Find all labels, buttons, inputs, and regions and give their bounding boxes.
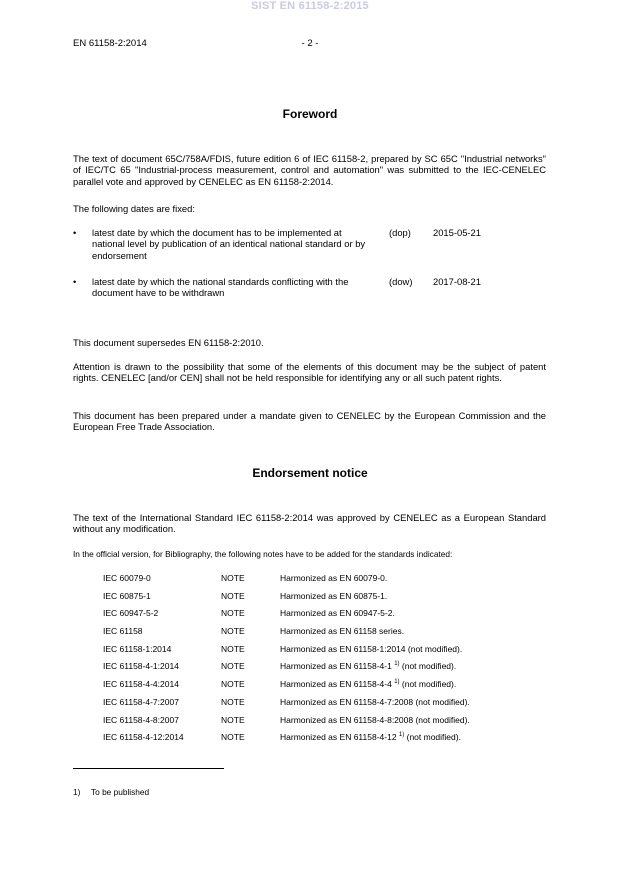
note-row	[103, 608, 523, 626]
note-row	[103, 573, 523, 591]
note-standard: IEC 61158-4-4:2014	[103, 679, 179, 690]
notes-intro: In the official version, for Bibliography, the following notes have to be added for the standards indicated:	[73, 549, 453, 559]
note-label: NOTE	[221, 573, 245, 583]
footnote-number: 1)	[73, 787, 81, 797]
note-standard: IEC 61158-1:2014	[103, 643, 172, 654]
date-item-text: latest date by which the national standards conflicting with the document have to be withdrawn	[92, 276, 349, 299]
date-item-date: 2017-08-21	[433, 276, 481, 287]
note-standard: IEC 61158-4-12:2014	[103, 732, 184, 743]
note-standard: IEC 61158-4-8:2007	[103, 714, 179, 725]
note-text: Harmonized as EN 61158-4-12 $^{1)}$ (not modified).	[280, 732, 461, 743]
foreword-paragraph-3: This document supersedes EN 61158-2:2010.	[73, 337, 264, 348]
page-number: - 2 -	[301, 38, 319, 49]
footnote	[73, 787, 149, 797]
note-label: NOTE	[221, 661, 245, 672]
note-label: NOTE	[221, 626, 245, 637]
note-standard: IEC 61158	[103, 626, 143, 637]
note-label: NOTE	[221, 714, 245, 725]
note-text: Harmonized as EN 60079-0.	[280, 573, 388, 583]
note-label: NOTE	[221, 643, 245, 654]
note-text: Harmonized as EN 61158-4-1 $^{1)}$ (not modified).	[280, 661, 457, 672]
note-text: Harmonized as EN 60875-1.	[280, 590, 388, 601]
endorsement-paragraph-1: The text of the International Standard IEC 61158-2:2014 was approved by CENELEC as a European Standard without any modification.	[73, 512, 546, 535]
date-item-code: (dop)	[389, 227, 411, 238]
bullet-icon: •	[73, 276, 77, 287]
note-text: Harmonized as EN 61158-1:2014 (not modified).	[280, 643, 463, 654]
date-item-code: (dow)	[389, 276, 413, 287]
footnote-divider	[73, 768, 224, 769]
note-label: NOTE	[221, 679, 245, 690]
foreword-paragraph-1: The text of document 65C/758A/FDIS, future edition 6 of IEC 61158-2, prepared by SC 65C "Industrial networks" of IEC/TC 65 "Industrial-process measurement, control and automation" was submitted to the IEC-CENELEC parallel vote and approved by CENELEC as EN 61158-2:2014.	[73, 153, 546, 187]
note-row	[103, 644, 523, 662]
note-row	[103, 715, 523, 733]
endorsement-heading: Endorsement notice	[252, 466, 368, 480]
note-label: NOTE	[221, 696, 245, 707]
notes-list	[103, 573, 523, 750]
note-text: Harmonized as EN 61158-4-4 $^{1)}$ (not modified).	[280, 679, 457, 690]
note-row	[103, 732, 523, 750]
note-label: NOTE	[221, 608, 245, 619]
watermark: SIST EN 61158-2:2015	[251, 0, 369, 12]
note-text: Harmonized as EN 61158-4-8:2008 (not modified).	[280, 714, 470, 725]
foreword-heading: Foreword	[282, 107, 338, 121]
note-standard: IEC 60947-5-2	[103, 608, 159, 619]
note-row	[103, 697, 523, 715]
note-standard: IEC 60875-1	[103, 590, 151, 601]
foreword-paragraph-2: The following dates are fixed:	[73, 203, 195, 214]
note-standard: IEC 61158-4-7:2007	[103, 696, 179, 707]
date-item-text: latest date by which the document has to be implemented at national level by publication of an identical national standard or by endorsement	[92, 227, 366, 261]
note-label: NOTE	[221, 732, 245, 743]
foreword-paragraph-4: Attention is drawn to the possibility that some of the elements of this document may be the subject of patent rights. CENELEC [and/or CEN] shall not be held responsible for identifying any or all such patent rights.	[73, 361, 546, 384]
note-text: Harmonized as EN 61158-4-7:2008 (not modified).	[280, 696, 470, 707]
note-row	[103, 591, 523, 609]
note-standard: IEC 61158-4-1:2014	[103, 661, 179, 672]
note-row	[103, 661, 523, 679]
note-text: Harmonized as EN 60947-5-2.	[280, 608, 395, 619]
date-item-date: 2015-05-21	[433, 227, 481, 238]
footnote-reference: 1)	[398, 732, 405, 739]
note-label: NOTE	[221, 590, 245, 601]
footnote-reference: 1)	[394, 679, 400, 686]
footnote-reference: 1)	[394, 661, 400, 668]
note-text: Harmonized as EN 61158 series.	[280, 626, 405, 637]
header-document-id: EN 61158-2:2014	[73, 38, 147, 49]
foreword-paragraph-5: This document has been prepared under a mandate given to CENELEC by the European Commission and the European Free Trade Association.	[73, 410, 546, 433]
note-standard: IEC 60079-0	[103, 573, 151, 583]
note-row	[103, 626, 523, 644]
note-row	[103, 679, 523, 697]
footnote-text: To be published	[91, 787, 150, 797]
bullet-icon: •	[73, 227, 77, 238]
